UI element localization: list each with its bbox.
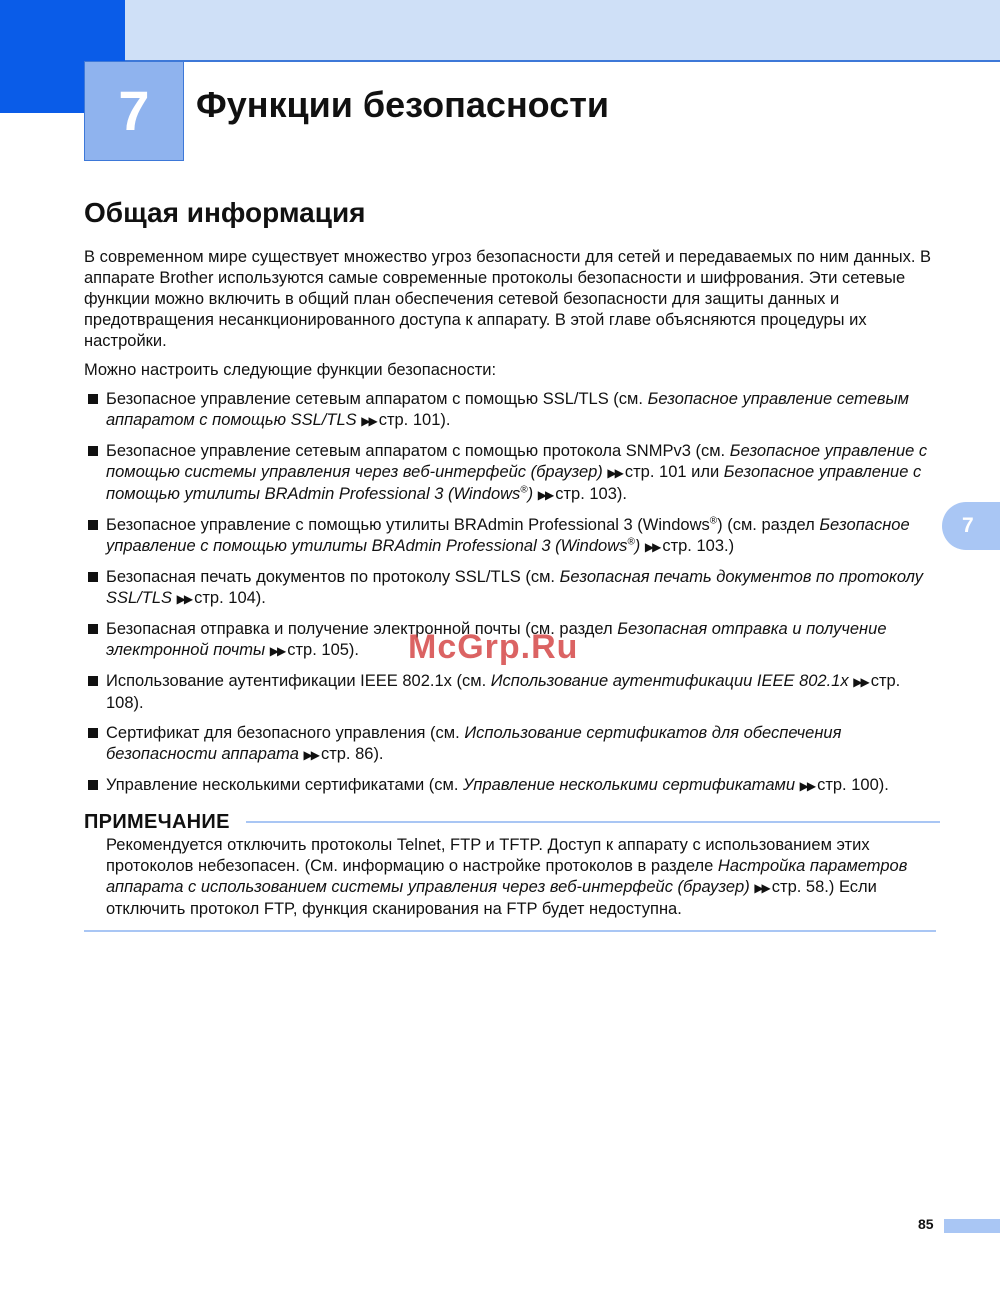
double-arrow-icon: ▶▶ (537, 488, 553, 502)
list-item: Сертификат для безопасного управления (см. Использование сертификатов для обеспечения безопасности аппарата ▶▶ стр. 86). (84, 723, 940, 766)
list-lead: Можно настроить следующие функции безопасности: (84, 361, 497, 379)
intro-paragraph: В современном мире существует множество угроз безопасности для сетей и передаваемых по ним данных. В аппарате Brother используются самые современные протоколы безопасности и шифрования. Эти сетевые функции можно включить в общий план обеспечения сетевой безопасности для защиты данных и предотвращения несанкционированного доступа к аппарату. В этой главе объясняются процедуры их настройки. (84, 248, 932, 350)
registered-mark: ® (709, 515, 718, 527)
double-arrow-icon: ▶▶ (176, 592, 192, 606)
cross-reference-link[interactable]: Безопасное управление с помощью утилиты BRAdmin Professional 3 (Windows®) (106, 463, 922, 503)
square-bullet-icon (88, 624, 98, 634)
list-item: Безопасное управление сетевым аппаратом с помощью SSL/TLS (см. Безопасное управление сетевым аппаратом с помощью SSL/TLS ▶▶ стр. 101). (84, 389, 940, 432)
main-content (84, 247, 940, 932)
double-arrow-icon: ▶▶ (853, 675, 868, 689)
double-arrow-icon: ▶▶ (607, 466, 622, 480)
watermark: McGrp.Ru (408, 628, 579, 666)
square-bullet-icon (88, 780, 98, 790)
cross-reference-link[interactable]: Использование аутентификации IEEE 802.1x (490, 672, 849, 690)
square-bullet-icon (88, 520, 98, 530)
square-bullet-icon (88, 676, 98, 686)
note-bottom-rule (84, 930, 936, 932)
square-bullet-icon (88, 394, 98, 404)
cross-reference-link[interactable]: Настройка параметров аппарата с использованием системы управления через веб-интерфейс (браузер) (106, 857, 908, 896)
chapter-number-box: 7 (84, 61, 184, 161)
note-header (84, 809, 940, 835)
list-item: Безопасная отправка и получение электронной почты (см. раздел Безопасная отправка и получение электронной почты ▶▶ стр. 105). (84, 619, 940, 662)
page-number-bar (944, 1219, 1000, 1233)
double-arrow-icon: ▶▶ (799, 779, 815, 793)
registered-mark: ® (520, 484, 528, 496)
list-item: Безопасное управление сетевым аппаратом с помощью протокола SNMPv3 (см. Безопасное управление с помощью системы управления через веб-интерфейс (браузер) ▶▶ стр. 101 или Безопасное управление с помощью утилиты BRAdmin Professional 3 (Windows®) ▶▶ стр. 103). (84, 441, 940, 506)
list-item: Безопасное управление с помощью утилиты BRAdmin Professional 3 (Windows®) (см. раздел Безопасное управление с помощью утилиты BRAdmin Professional 3 (Windows®) ▶▶ стр. 103.) (84, 515, 940, 558)
square-bullet-icon (88, 446, 98, 456)
double-arrow-icon: ▶▶ (361, 414, 376, 428)
page-number: 85 (918, 1216, 934, 1232)
list-item: Использование аутентификации IEEE 802.1x (см. Использование аутентификации IEEE 802.1x ▶▶ стр. 108). (84, 671, 940, 714)
square-bullet-icon (88, 572, 98, 582)
cross-reference-link[interactable]: Использование сертификатов для обеспечения безопасности аппарата (106, 724, 842, 763)
square-bullet-icon (88, 728, 98, 738)
double-arrow-icon: ▶▶ (754, 881, 769, 895)
note-body: Рекомендуется отключить протоколы Telnet, FTP и TFTP. Доступ к аппарату с использованием этих протоколов небезопасен. (См. информацию о настройке протоколов в разделе Настройка параметров аппарата с использованием системы управления через веб-интерфейс (браузер) ▶▶ стр. 58.) Если отключить протокол FTP, функция сканирования на FTP будет недоступна. (106, 836, 908, 918)
double-arrow-icon: ▶▶ (303, 748, 318, 762)
cross-reference-link[interactable]: Управление несколькими сертификатами (463, 776, 796, 794)
chapter-side-tab[interactable]: 7 (942, 502, 1000, 550)
double-arrow-icon: ▶▶ (644, 540, 660, 554)
double-arrow-icon: ▶▶ (269, 644, 285, 658)
cross-reference-link[interactable]: Безопасная печать документов по протоколу SSL/TLS (106, 568, 924, 607)
feature-list (84, 389, 940, 797)
note-rule (246, 821, 940, 823)
cross-reference-link[interactable]: Безопасное управление с помощью утилиты BRAdmin Professional 3 (Windows®) (106, 516, 910, 555)
cross-reference-link[interactable]: Безопасное управление сетевым аппаратом с помощью SSL/TLS (106, 390, 909, 429)
section-title: Общая информация (84, 197, 366, 228)
header-band (0, 0, 1000, 61)
cross-reference-link[interactable]: Безопасная отправка и получение электронной почты (106, 620, 887, 659)
chapter-title: Функции безопасности (196, 84, 609, 125)
cross-reference-link[interactable]: Безопасное управление с помощью системы управления через веб-интерфейс (браузер) (106, 442, 928, 481)
note-title: ПРИМЕЧАНИЕ (84, 811, 230, 833)
list-item: Безопасная печать документов по протоколу SSL/TLS (см. Безопасная печать документов по протоколу SSL/TLS ▶▶ стр. 104). (84, 567, 940, 610)
list-item: Управление несколькими сертификатами (см. Управление несколькими сертификатами ▶▶ стр. 100). (84, 775, 940, 797)
registered-mark: ® (627, 536, 635, 548)
